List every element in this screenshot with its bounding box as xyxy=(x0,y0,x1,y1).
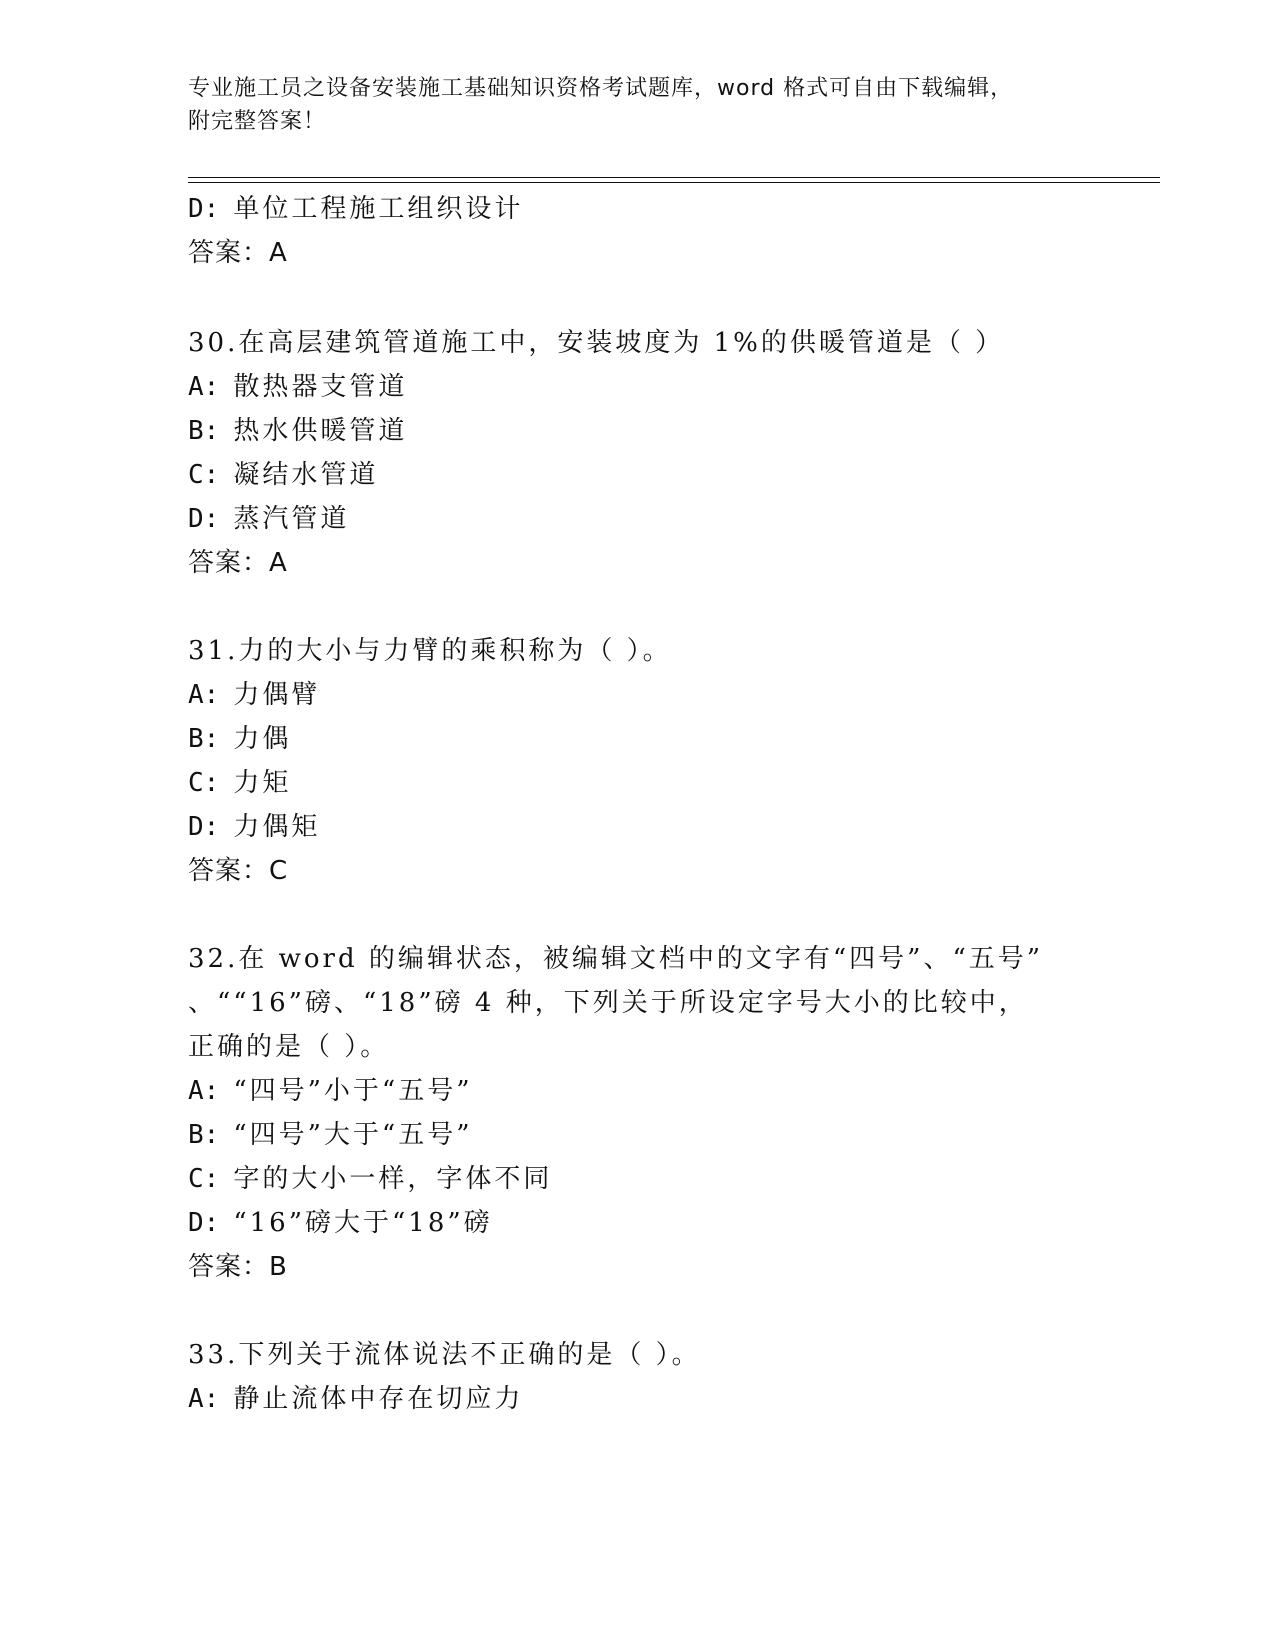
option-letter: D: xyxy=(188,1208,220,1238)
option-letter: B: xyxy=(188,724,220,754)
q29-answer: 答案：A xyxy=(188,238,288,268)
option-text: 力偶 xyxy=(233,724,292,754)
q31-option-d xyxy=(188,810,320,844)
q33-option-a xyxy=(188,1382,523,1416)
option-text: 力偶臂 xyxy=(233,680,321,710)
q32-answer: 答案：B xyxy=(188,1252,288,1282)
q30-option-a xyxy=(188,370,407,404)
header-line-1: 专业施工员之设备安装施工基础知识资格考试题库，word 格式可自由下载编辑， xyxy=(188,76,1014,101)
option-letter: A: xyxy=(188,680,220,710)
option-text: “四号”大于“五号” xyxy=(233,1120,473,1150)
q31-option-b xyxy=(188,722,291,756)
option-text: 字的大小一样，字体不同 xyxy=(233,1164,553,1194)
option-letter: B: xyxy=(188,1120,220,1150)
option-text: 散热器支管道 xyxy=(233,372,408,402)
q30-option-d xyxy=(188,502,349,536)
option-text: “16”磅大于“18”磅 xyxy=(233,1208,493,1238)
q30-option-b xyxy=(188,414,407,448)
q32-stem-line-2: 、““16”磅、“18”磅 4 种，下列关于所设定字号大小的比较中， xyxy=(188,988,1028,1018)
q32-option-d xyxy=(188,1206,493,1240)
q32-option-c xyxy=(188,1162,552,1196)
option-text: 单位工程施工组织设计 xyxy=(233,194,524,224)
option-text: 热水供暖管道 xyxy=(233,416,408,446)
q32-option-a xyxy=(188,1074,472,1108)
option-letter: A: xyxy=(188,1076,220,1106)
q32-option-b xyxy=(188,1118,472,1152)
option-letter: A: xyxy=(188,372,220,402)
option-text: 静止流体中存在切应力 xyxy=(233,1384,524,1414)
option-letter: D: xyxy=(188,812,220,842)
q31-answer: 答案：C xyxy=(188,856,289,886)
q30-answer: 答案：A xyxy=(188,548,288,578)
q33-stem: 33.下列关于流体说法不正确的是（ ）。 xyxy=(188,1340,701,1370)
q31-option-c xyxy=(188,766,291,800)
page-header xyxy=(188,72,1088,138)
option-letter: A: xyxy=(188,1384,220,1414)
header-rule-top xyxy=(188,177,1160,178)
q29-option-d xyxy=(188,192,523,226)
option-letter: C: xyxy=(188,460,220,490)
header-line-2: 附完整答案！ xyxy=(188,109,327,134)
q31-stem: 31.力的大小与力臂的乘积称为（ ）。 xyxy=(188,636,672,666)
q30-option-c xyxy=(188,458,378,492)
option-text: 力偶矩 xyxy=(233,812,321,842)
option-letter: C: xyxy=(188,1164,220,1194)
option-text: 凝结水管道 xyxy=(233,460,379,490)
option-letter: C: xyxy=(188,768,220,798)
option-letter: D: xyxy=(188,194,220,224)
q32-stem-line-3: 正确的是（ ）。 xyxy=(188,1032,390,1062)
option-text: 力矩 xyxy=(233,768,292,798)
option-letter: D: xyxy=(188,504,220,534)
q30-stem: 30.在高层建筑管道施工中，安装坡度为 1%的供暖管道是（ ） xyxy=(188,328,1005,358)
option-text: “四号”小于“五号” xyxy=(233,1076,473,1106)
q32-stem-line-1: 32.在 word 的编辑状态，被编辑文档中的文字有“四号”、“五号” xyxy=(188,944,1044,974)
option-text: 蒸汽管道 xyxy=(233,504,350,534)
option-letter: B: xyxy=(188,416,220,446)
q31-option-a xyxy=(188,678,320,712)
header-rule-bottom xyxy=(188,182,1160,183)
